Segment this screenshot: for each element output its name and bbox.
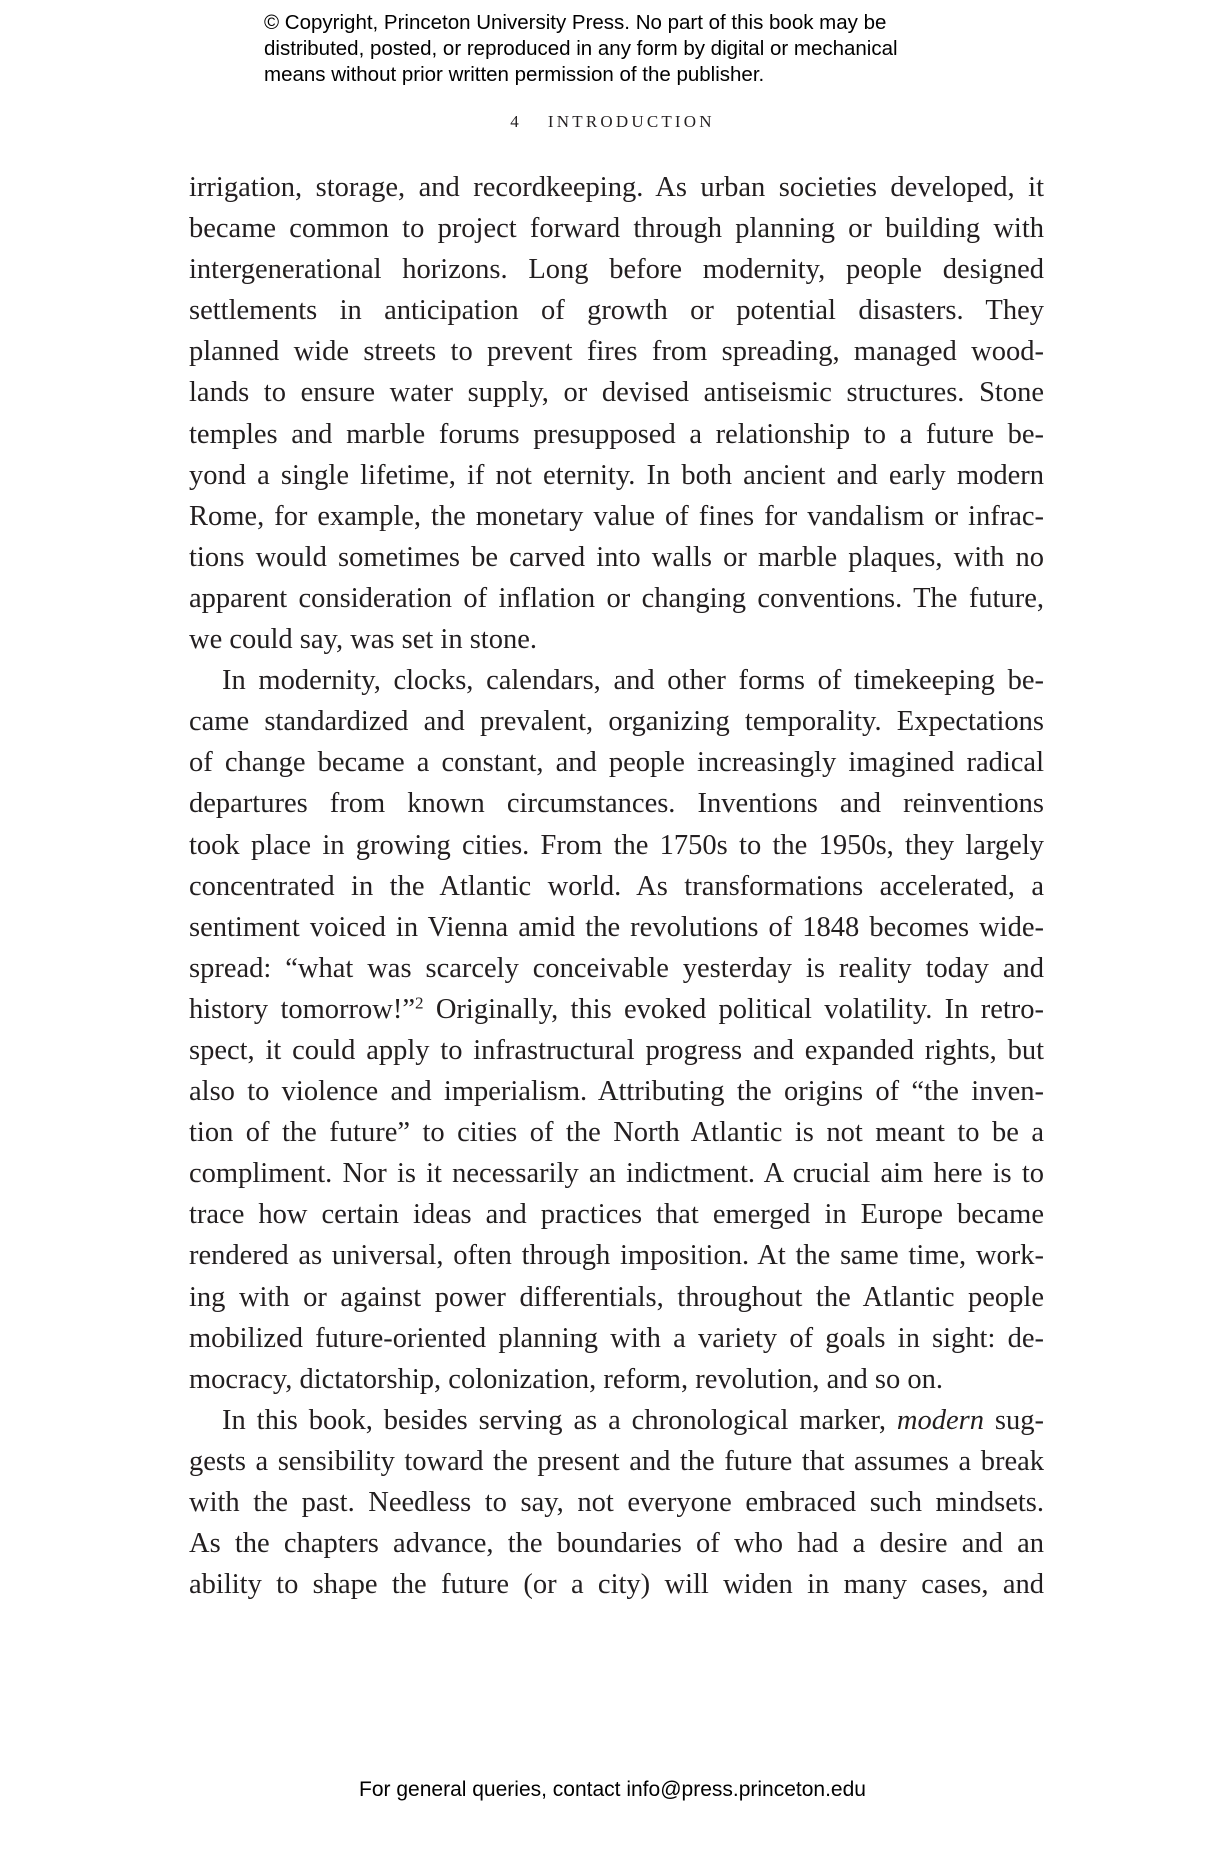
running-head (0, 112, 1225, 132)
chapter-title: INTRODUCTION (547, 112, 715, 131)
text-line (189, 1400, 1044, 1441)
text-line: departures from known circumstances. Inventions and reinventions (189, 788, 1044, 820)
text-line: mobilized future-oriented planning with a variety of goals in sight: de- (189, 1322, 1044, 1354)
text-span: sug- (983, 1404, 1044, 1436)
text-line: tion of the future” to cities of the North Atlantic is not meant to be a (189, 1117, 1044, 1149)
text-line: intergenerational horizons. Long before modernity, people designed (189, 254, 1044, 286)
text-span: In this book, besides serving as a chronological marker, (222, 1404, 897, 1436)
text-line: sentiment voiced in Vienna amid the revolutions of 1848 becomes wide- (189, 911, 1044, 943)
text-line: settlements in anticipation of growth or potential disasters. They (189, 295, 1044, 327)
text-line: took place in growing cities. From the 1750s to the 1950s, they largely (189, 829, 1044, 861)
text-line: planned wide streets to prevent fires from spreading, managed wood- (189, 336, 1044, 368)
body-text (189, 167, 1044, 1605)
text-line: compliment. Nor is it necessarily an indictment. A crucial aim here is to (189, 1158, 1044, 1190)
text-line: with the past. Needless to say, not everyone embraced such mindsets. (189, 1487, 1044, 1518)
text-line: gests a sensibility toward the present and the future that assumes a break (189, 1445, 1044, 1477)
page-number: 4 (510, 112, 522, 131)
text-line: also to violence and imperialism. Attributing the origins of “the inven- (189, 1076, 1044, 1108)
text-line: we could say, was set in stone. (189, 624, 537, 656)
text-line: Rome, for example, the monetary value of fines for vandalism or infrac- (189, 500, 1044, 532)
text-line: apparent consideration of inflation or changing conventions. The future, (189, 582, 1044, 614)
text-line: became common to project forward through planning or building with (189, 213, 1044, 245)
footnote-marker[interactable]: 2 (415, 993, 424, 1013)
text-line: ability to shape the future (or a city) will widen in many cases, and (189, 1569, 1044, 1601)
text-span: history tomorrow!” (189, 993, 415, 1025)
text-line: concentrated in the Atlantic world. As transformations accelerated, a (189, 870, 1044, 902)
text-line: mocracy, dictatorship, colonization, reform, revolution, and so on. (189, 1363, 943, 1395)
text-line: As the chapters advance, the boundaries of who had a desire and an (189, 1528, 1044, 1560)
copyright-line: distributed, posted, or reproduced in any form by digital or mechanical (264, 37, 898, 60)
copyright-line: © Copyright, Princeton University Press. No part of this book may be (264, 11, 887, 34)
footer-contact: For general queries, contact info@press.princeton.edu (359, 1778, 866, 1801)
text-line: temples and marble forums presupposed a relationship to a future be- (189, 418, 1044, 450)
text-line: In modernity, clocks, calendars, and other forms of timekeeping be- (222, 665, 1044, 697)
copyright-line: means without prior written permission of the publisher. (264, 63, 765, 86)
text-line: lands to ensure water supply, or devised antiseismic structures. Stone (189, 377, 1044, 409)
italic-term: modern (896, 1404, 984, 1436)
text-line: rendered as universal, often through imposition. At the same time, work- (189, 1240, 1044, 1272)
text-line: of change became a constant, and people increasingly imagined radical (189, 747, 1044, 779)
text-line: irrigation, storage, and recordkeeping. As urban societies developed, it (189, 172, 1044, 203)
text-line: spread: “what was scarcely conceivable yesterday is reality today and (189, 952, 1044, 984)
text-line: tions would sometimes be carved into walls or marble plaques, with no (189, 541, 1044, 573)
text-line: yond a single lifetime, if not eternity. In both ancient and early modern (189, 459, 1044, 491)
copyright-notice (264, 10, 984, 88)
text-line: trace how certain ideas and practices that emerged in Europe became (189, 1199, 1044, 1231)
text-line: ing with or against power differentials, throughout the Atlantic people (189, 1281, 1044, 1313)
text-line: came standardized and prevalent, organizing temporality. Expectations (189, 706, 1044, 738)
text-line (189, 989, 1044, 1030)
text-line: spect, it could apply to infrastructural progress and expanded rights, but (189, 1034, 1044, 1066)
text-span: Originally, this evoked political volatility. In retro- (423, 993, 1044, 1025)
